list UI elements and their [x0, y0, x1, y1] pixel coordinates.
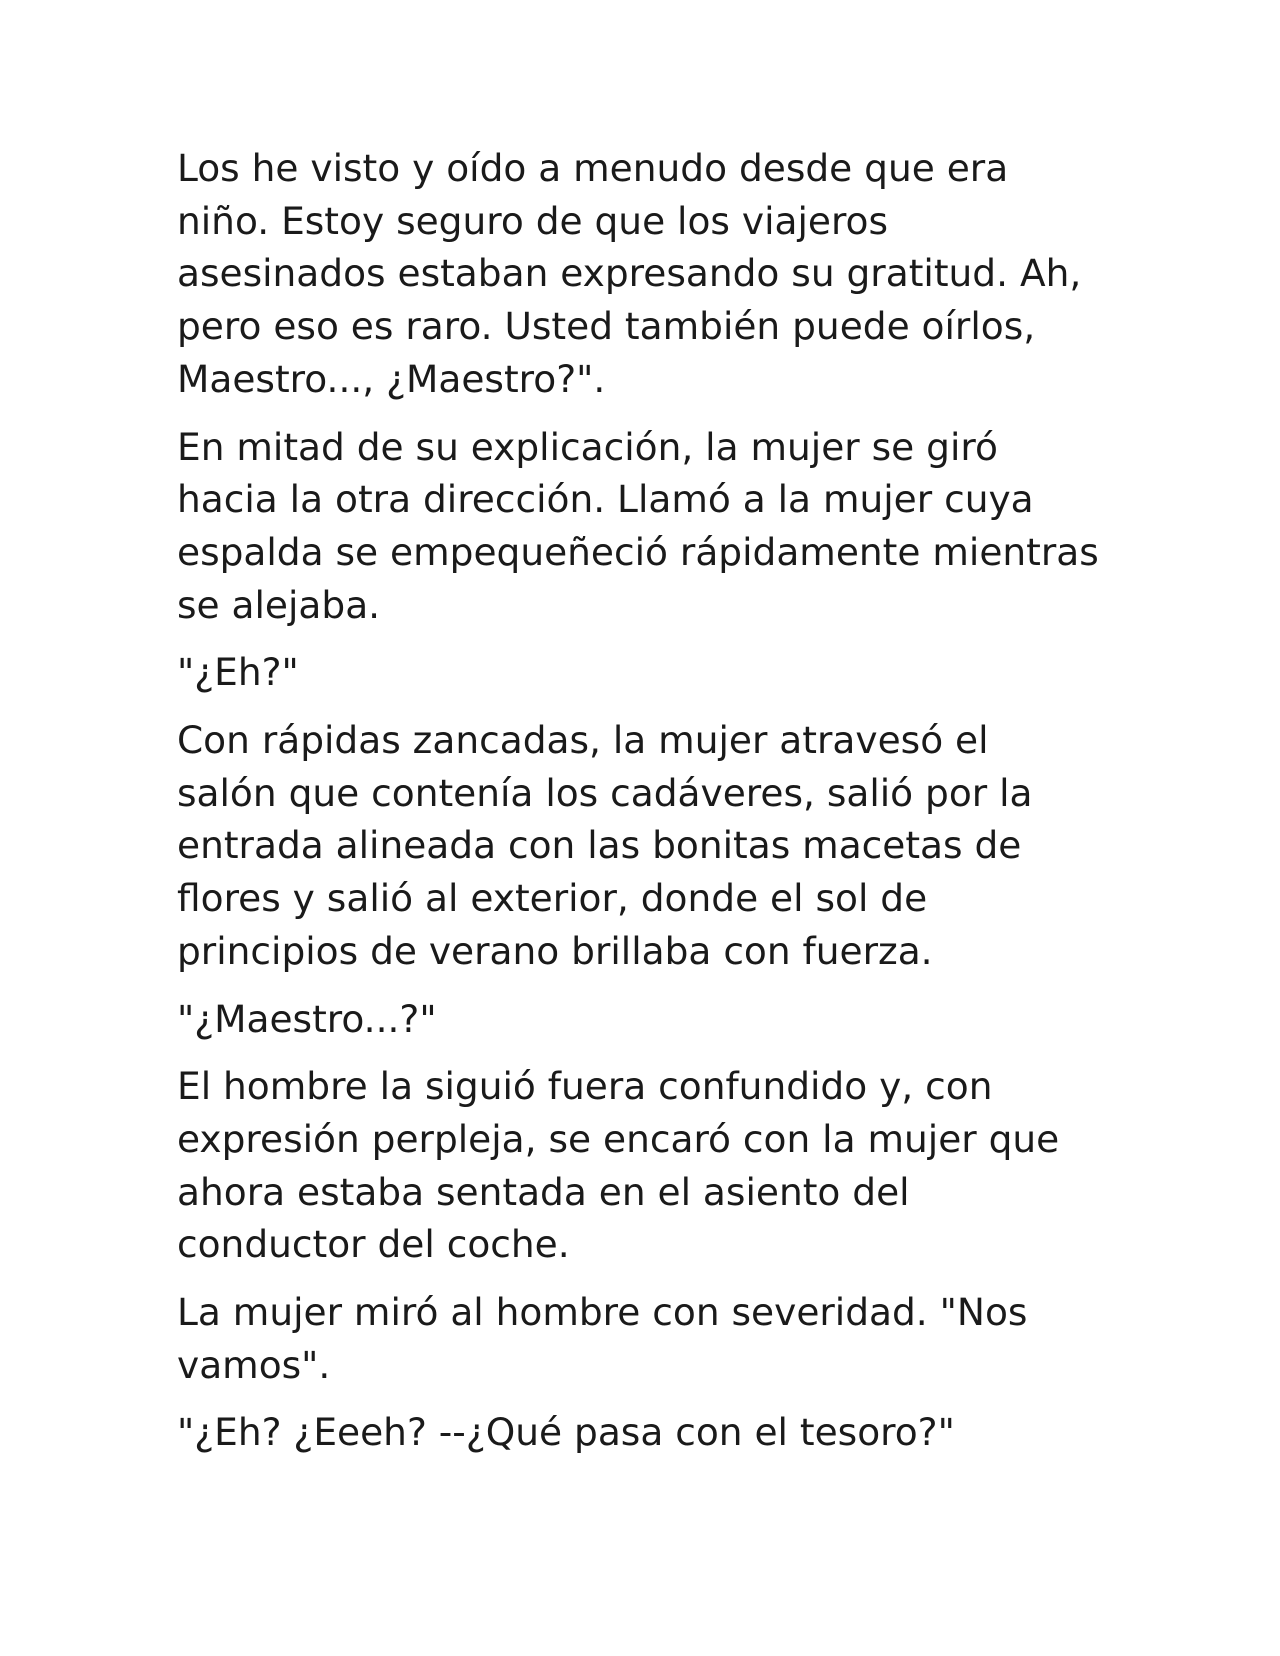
text-line: "¿Eh? ¿Eeeh? --¿Qué pasa con el tesoro?": [177, 1410, 955, 1455]
paragraph-7: [177, 1286, 1107, 1391]
text-line: salón que contenía los cadáveres, salió por la: [177, 770, 1033, 815]
text-line: Maestro..., ¿Maestro?".: [177, 356, 606, 401]
paragraph-3: [177, 646, 1107, 699]
text-line: expresión perpleja, se encaró con la mujer que: [177, 1116, 1060, 1161]
paragraph-6: [177, 1060, 1107, 1271]
text-line: La mujer miró al hombre con severidad. "Nos: [177, 1290, 1028, 1335]
text-line: El hombre la siguió fuera confundido y, con: [177, 1064, 993, 1109]
paragraph-4: [177, 714, 1107, 978]
paragraph-1: [177, 142, 1107, 406]
paragraph-5: [177, 993, 1107, 1046]
text-line: pero eso es raro. Usted también puede oírlos,: [177, 304, 1036, 349]
text-line: En mitad de su explicación, la mujer se giró: [177, 424, 998, 469]
text-line: Los he visto y oído a menudo desde que era: [177, 146, 1009, 190]
paragraph-8: [177, 1406, 1107, 1459]
text-body: [177, 142, 1107, 1474]
text-line: principios de verano brillaba con fuerza.: [177, 928, 933, 973]
paragraph-2: [177, 421, 1107, 632]
text-line: ahora estaba sentada en el asiento del: [177, 1169, 910, 1214]
text-line: conductor del coche.: [177, 1222, 570, 1267]
text-line: asesinados estaban expresando su gratitud. Ah,: [177, 251, 1082, 296]
text-line: "¿Maestro...?": [177, 996, 437, 1041]
text-line: se alejaba.: [177, 582, 381, 627]
text-line: vamos".: [177, 1342, 331, 1387]
text-line: "¿Eh?": [177, 650, 299, 695]
text-line: flores y salió al exterior, donde el sol de: [177, 876, 928, 921]
text-line: hacia la otra dirección. Llamó a la mujer cuya: [177, 477, 1034, 522]
text-line: espalda se empequeñeció rápidamente mientras: [177, 529, 1099, 574]
text-line: Con rápidas zancadas, la mujer atravesó el: [177, 718, 989, 763]
text-line: niño. Estoy seguro de que los viajeros: [177, 198, 889, 243]
text-line: entrada alineada con las bonitas macetas de: [177, 823, 1022, 868]
